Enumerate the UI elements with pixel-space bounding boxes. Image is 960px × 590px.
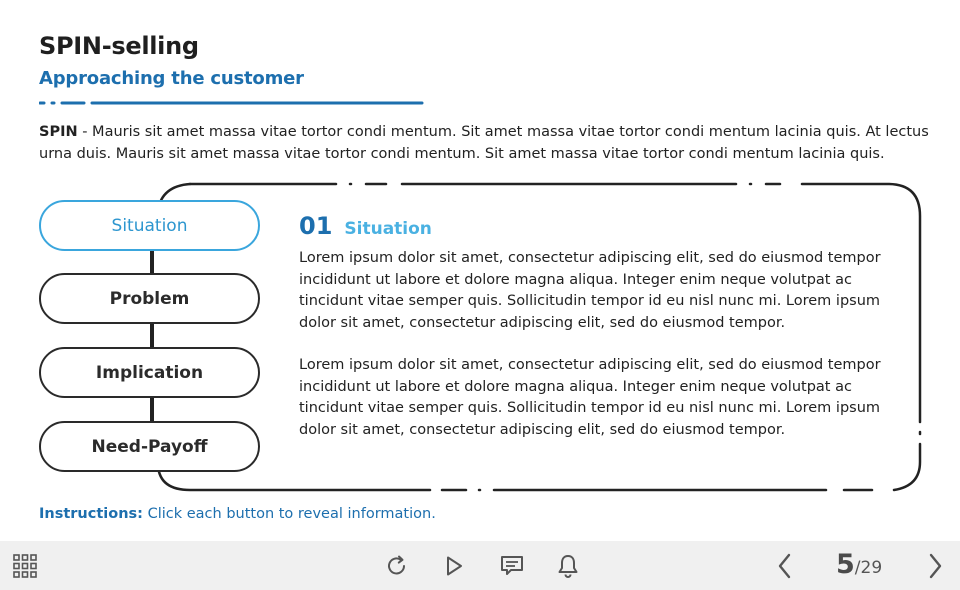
content-paragraph: Lorem ipsum dolor sit amet, consectetur adipiscing elit, sed do eiusmod tempor incididunt ut labore et dolore magna aliqua. Integer enim neque volutpat ac tincidunt vitae semper quis. Sollicitudin tempor id eu nisl nunc mi. Lorem ipsum dolor sit amet, consectetur adipiscing elit, sed do eiusmod tempor.	[299, 250, 881, 331]
intro-text: - Mauris sit amet massa vitae tortor condi mentum. Sit amet massa vitae tortor condi mentum lacinia quis. At lectus urna duis. Mauris sit amet massa vitae tortor condi mentum. Sit amet massa vitae tortor condi mentum lacinia quis.	[39, 124, 929, 162]
next-icon[interactable]	[920, 551, 950, 581]
bell-icon[interactable]	[553, 551, 583, 581]
intro-lead: SPIN	[39, 124, 78, 140]
page-title: SPIN-selling	[39, 32, 199, 60]
instructions	[39, 506, 436, 522]
step-button-problem[interactable]: Problem	[39, 273, 260, 324]
play-icon[interactable]	[439, 551, 469, 581]
page-total: /29	[854, 558, 883, 578]
content-heading: Situation	[344, 219, 432, 239]
content-panel	[299, 212, 899, 462]
instructions-text: Click each button to reveal information.	[142, 506, 436, 522]
page-counter	[836, 549, 882, 580]
comment-icon[interactable]	[497, 551, 527, 581]
replay-icon[interactable]	[382, 551, 412, 581]
page-subtitle: Approaching the customer	[39, 68, 304, 89]
title-underline	[39, 98, 429, 108]
step-button-situation[interactable]: Situation	[39, 200, 260, 251]
instructions-lead: Instructions:	[39, 506, 143, 522]
menu-grid-icon[interactable]	[10, 551, 40, 581]
content-header	[299, 212, 899, 240]
step-button-implication[interactable]: Implication	[39, 347, 260, 398]
content-paragraph: Lorem ipsum dolor sit amet, consectetur adipiscing elit, sed do eiusmod tempor incididunt ut labore et dolore magna aliqua. Integer enim neque volutpat ac tincidunt vitae semper quis. Sollicitudin tempor id eu nisl nunc mi. Lorem ipsum dolor sit amet, consectetur adipiscing elit, sed do eiusmod tempor.	[299, 357, 881, 438]
prev-icon[interactable]	[770, 551, 800, 581]
content-number: 01	[299, 212, 333, 240]
player-toolbar	[0, 541, 960, 590]
step-button-need-payoff[interactable]: Need-Payoff	[39, 421, 260, 472]
intro-paragraph	[39, 121, 934, 165]
page-current: 5	[836, 549, 855, 580]
